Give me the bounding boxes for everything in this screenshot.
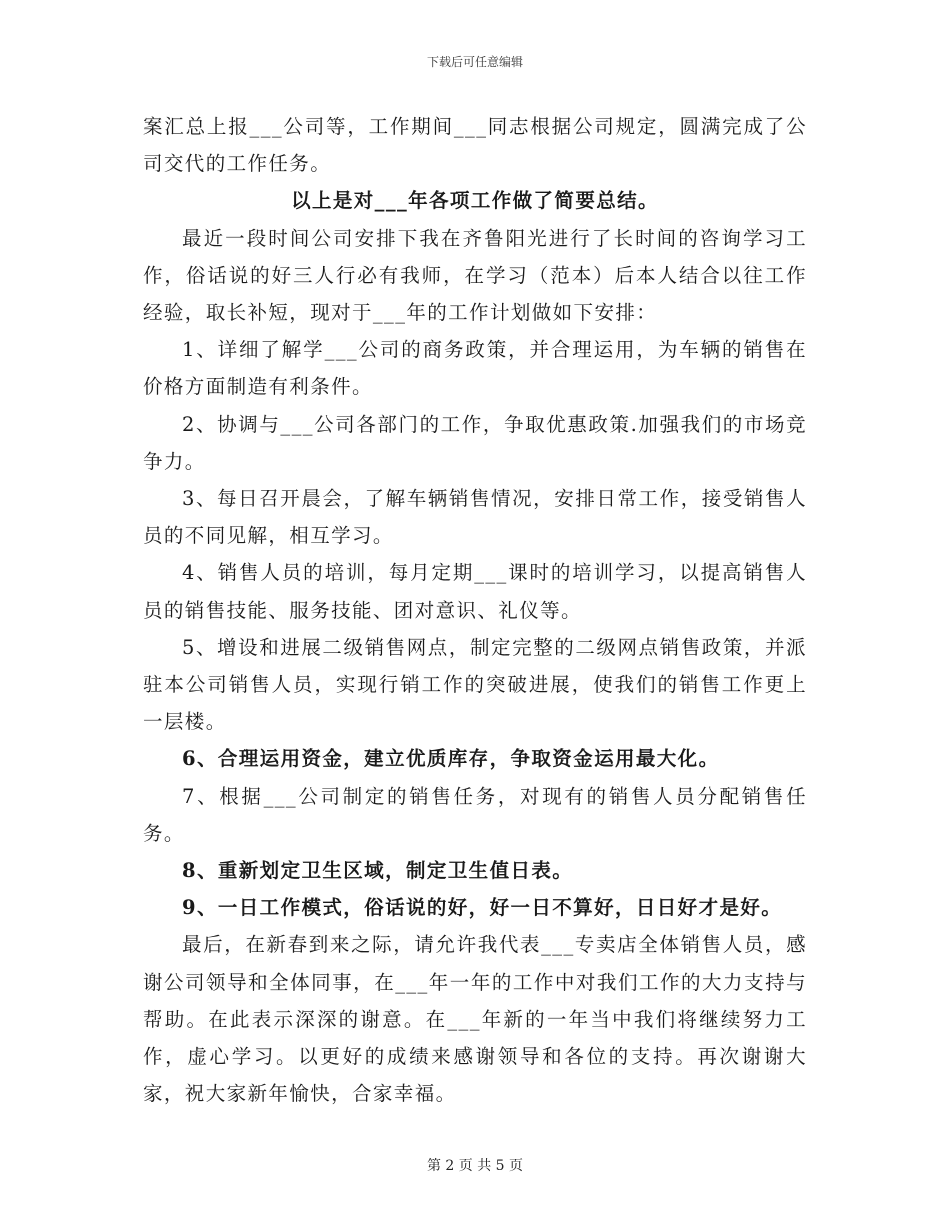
plan-item-1: 1、详细了解学___公司的商务政策，并合理运用，为车辆的销售在价格方面制造有利条件。 <box>143 338 807 399</box>
plan-item-9: 9、一日工作模式，俗话说的好，好一日不算好，日日好才是好。 <box>182 896 783 920</box>
paragraph-intro: 最近一段时间公司安排下我在齐鲁阳光进行了长时间的咨询学习工作，俗话说的好三人行必有我师，在学习（范本）后本人结合以往工作经验，取长补短，现对于___年的工作计划做如下安排： <box>143 226 807 325</box>
plan-item-5: 5、增设和进展二级销售网点，制定完整的二级网点销售政策，并派驻本公司销售人员，实现行销工作的突破进展，使我们的销售工作更上一层楼。 <box>143 635 807 734</box>
plan-item-8: 8、重新划定卫生区域，制定卫生值日表。 <box>182 859 574 883</box>
plan-item-4: 4、销售人员的培训，每月定期___课时的培训学习，以提高销售人员的销售技能、服务技能、团对意识、礼仪等。 <box>143 561 807 622</box>
plan-item-7: 7、根据___公司制定的销售任务，对现有的销售人员分配销售任务。 <box>143 784 807 845</box>
plan-item-6: 6、合理运用资金，建立优质库存，争取资金运用最大化。 <box>182 747 720 771</box>
page-header: 下载后可任意编辑 <box>426 55 523 69</box>
plan-item-3: 3、每日召开晨会，了解车辆销售情况，安排日常工作，接受销售人员的不同见解，相互学习。 <box>143 487 807 548</box>
paragraph-continuation: 案汇总上报___公司等，工作期间___同志根据公司规定，圆满完成了公司交代的工作任务。 <box>143 115 807 176</box>
page-number: 第 2 页 共 5 页 <box>426 1158 524 1174</box>
paragraph-closing: 最后，在新春到来之际，请允许我代表___专卖店全体销售人员，感谢公司领导和全体同事，在___年一年的工作中对我们工作的大力支持与帮助。在此表示深深的谢意。在___年新的一年当中我们将继续努力工作，虚心学习。以更好的成绩来感谢领导和各位的支持。再次谢谢大家，祝大家新年愉快，合家幸福。 <box>143 933 807 1106</box>
summary-heading: 以上是对___年各项工作做了简要总结。 <box>291 189 659 213</box>
document-body <box>143 108 807 1112</box>
plan-item-2: 2、协调与___公司各部门的工作，争取优惠政策.加强我们的市场竞争力。 <box>143 412 807 473</box>
